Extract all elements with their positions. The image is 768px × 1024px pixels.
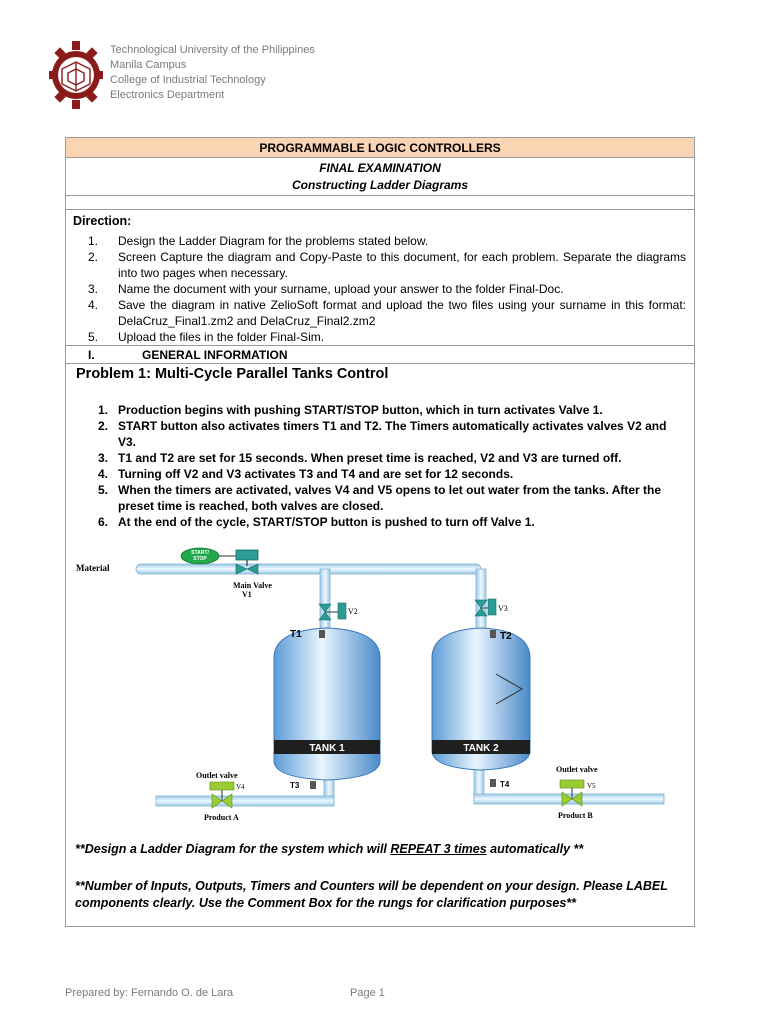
- direction-title: Direction:: [73, 214, 132, 228]
- repeat-note-suffix: automatically **: [486, 842, 584, 856]
- product-b-label: Product B: [558, 811, 593, 820]
- product-a-pipe: [156, 796, 334, 806]
- tank-2: [432, 628, 530, 770]
- direction-item: [88, 281, 686, 297]
- step-text: Turning off V2 and V3 activates T3 and T4 and are set for 12 seconds.: [118, 467, 514, 481]
- exam-type: FINAL EXAMINATION: [319, 161, 441, 175]
- problem-step: [98, 418, 686, 450]
- college-name: College of Industrial Technology: [110, 74, 266, 86]
- step-text: At the end of the cycle, START/STOP button is pushed to turn off Valve 1.: [118, 515, 535, 529]
- svg-text:START/: START/: [191, 550, 209, 556]
- direction-text: Name the document with your surname, upload your answer to the folder Final-Doc.: [118, 282, 564, 296]
- directions-section: [66, 210, 694, 346]
- problem-title: Problem 1: Multi-Cycle Parallel Tanks Control: [76, 366, 389, 382]
- problem-steps: [98, 402, 686, 530]
- tank-1: [274, 628, 380, 780]
- problem-step: [98, 514, 686, 530]
- university-info: [110, 43, 315, 103]
- timer-t4: [490, 779, 496, 787]
- labeling-note: **Number of Inputs, Outputs, Timers and Counters will be dependent on your design. Please LABEL components clearly. Use the Comment Box for the rungs for clarification purposes**: [75, 879, 668, 910]
- main-valve-id: V1: [242, 590, 252, 599]
- material-label: Material: [76, 563, 110, 573]
- parallel-tanks-diagram: [76, 544, 670, 826]
- step-number: 2.: [98, 419, 109, 433]
- blank-row: [66, 196, 694, 210]
- step-number: 4.: [98, 467, 109, 481]
- problem-step: [98, 450, 686, 466]
- step-number: 3.: [98, 451, 109, 465]
- repeat-note-prefix: **Design a Ladder Diagram for the system which will: [75, 842, 391, 856]
- general-information-heading: [66, 346, 694, 364]
- section-number: I.: [88, 348, 95, 362]
- v2-label: V2: [348, 607, 358, 616]
- direction-number: 1.: [88, 234, 99, 248]
- v3-label: V3: [498, 604, 508, 613]
- exam-subtitle: [66, 158, 694, 196]
- directions-list: [88, 233, 686, 345]
- course-title: PROGRAMMABLE LOGIC CONTROLLERS: [66, 138, 694, 158]
- step-number: 1.: [98, 403, 109, 417]
- product-a-label: Product A: [204, 813, 239, 822]
- repeat-note: [75, 842, 583, 856]
- main-valve-label: Main Valve: [233, 581, 272, 590]
- main-valve-actuator: [236, 550, 258, 560]
- direction-text: Save the diagram in native ZelioSoft format and upload the two files using your surname in this format: DelaCruz_Final1.zm2 and DelaCruz_Final2.zm2: [118, 298, 686, 328]
- university-seal-logo: [48, 40, 104, 110]
- direction-number: 2.: [88, 250, 99, 264]
- repeat-note-emphasis: REPEAT 3 times: [390, 842, 487, 856]
- svg-text:STOP: STOP: [193, 556, 207, 562]
- direction-number: 4.: [88, 298, 99, 312]
- step-number: 5.: [98, 483, 109, 497]
- direction-number: 5.: [88, 330, 99, 344]
- direction-text: Screen Capture the diagram and Copy-Paste to this document, for each problem. Separate the diagrams into two pages when necessary.: [118, 250, 686, 280]
- problem-step: [98, 482, 686, 514]
- direction-number: 3.: [88, 282, 99, 296]
- direction-item: [88, 233, 686, 249]
- step-text: Production begins with pushing START/STOP button, which in turn activates Valve 1.: [118, 403, 603, 417]
- v5-actuator: [560, 780, 584, 788]
- step-text: T1 and T2 are set for 15 seconds. When preset time is reached, V2 and V3 are turned off.: [118, 451, 622, 465]
- section-title: GENERAL INFORMATION: [142, 348, 288, 362]
- t2-label: T2: [500, 631, 512, 642]
- material-inlet-pipe: [136, 564, 481, 574]
- step-text: When the timers are activated, valves V4 and V5 opens to let out water from the tanks. After the preset time is reached, both valves are closed.: [118, 483, 662, 513]
- footer-prepared-by: Prepared by: Fernando O. de Lara: [65, 987, 234, 999]
- start-stop-button: [181, 548, 219, 564]
- direction-item: [88, 329, 686, 345]
- direction-text: Upload the files in the folder Final-Sim.: [118, 330, 325, 344]
- step-number: 6.: [98, 515, 109, 529]
- timer-t3: [310, 781, 316, 789]
- t3-label: T3: [290, 781, 300, 790]
- letterhead: [48, 40, 468, 110]
- tank1-label: TANK 1: [309, 743, 345, 754]
- department-name: Electronics Department: [110, 89, 225, 101]
- v4-actuator: [210, 782, 234, 790]
- timer-t1: [319, 630, 325, 638]
- outlet-valve-b-label: Outlet valve: [556, 765, 598, 774]
- t4-label: T4: [500, 780, 510, 789]
- campus-name: Manila Campus: [110, 59, 187, 71]
- university-name: Technological University of the Philippines: [110, 44, 315, 56]
- problem-step: [98, 402, 686, 418]
- v4-label: V4: [236, 783, 245, 791]
- direction-item: [88, 297, 686, 329]
- direction-item: [88, 249, 686, 281]
- exam-table: [65, 137, 695, 927]
- footer-page-number: Page 1: [350, 987, 385, 999]
- t1-label: T1: [290, 629, 302, 640]
- outlet-valve-a-label: Outlet valve: [196, 771, 238, 780]
- timer-t2: [490, 630, 496, 638]
- exam-topic: Constructing Ladder Diagrams: [291, 178, 469, 192]
- problem-step: [98, 466, 686, 482]
- tank2-label: TANK 2: [463, 743, 499, 754]
- direction-text: Design the Ladder Diagram for the problems stated below.: [118, 234, 429, 248]
- v5-label: V5: [587, 782, 596, 790]
- step-text: START button also activates timers T1 and T2. The Timers automatically activates valves V2 and V3.: [118, 419, 667, 449]
